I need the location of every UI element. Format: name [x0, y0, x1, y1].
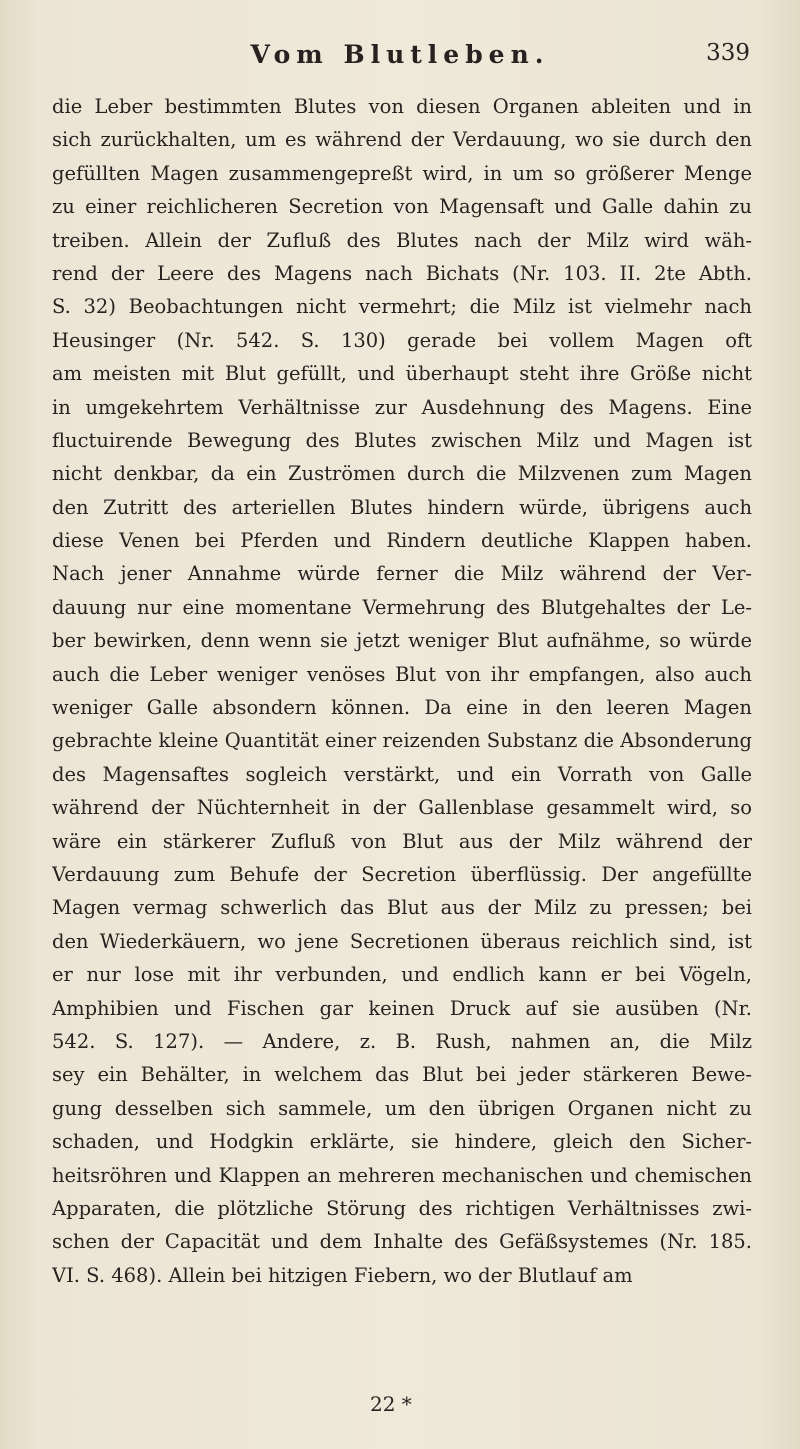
running-title: Vom Blutleben.: [250, 40, 550, 69]
text-line: in umgekehrtem Verhältnisse zur Ausdehnung des Magens. Eine: [52, 395, 752, 419]
text-line: Amphibien und Fischen gar keinen Druck auf sie ausüben (Nr.: [52, 996, 752, 1020]
text-line: ber bewirken, denn wenn sie jetzt weniger Blut aufnähme, so würde: [52, 629, 752, 653]
text-line: am meisten mit Blut gefüllt, und überhaupt steht ihre Größe nicht: [52, 362, 752, 386]
text-line: fluctuirende Bewegung des Blutes zwischen Milz und Magen ist: [52, 428, 752, 452]
signature-mark: 22 *: [370, 1392, 412, 1416]
text-line: gebrachte kleine Quantität einer reizenden Substanz die Absonderung: [52, 729, 752, 753]
text-line: 542. S. 127). — Andere, z. B. Rush, nahmen an, die Milz: [52, 1029, 752, 1053]
text-line: er nur lose mit ihr verbunden, und endlich kann er bei Vögeln,: [52, 963, 752, 987]
text-line: den Wiederkäuern, wo jene Secretionen überaus reichlich sind, ist: [52, 929, 752, 953]
text-line: Apparaten, die plötzliche Störung des richtigen Verhältnisses zwi-: [52, 1196, 752, 1220]
text-line: heitsröhren und Klappen an mehreren mechanischen und chemischen: [52, 1163, 752, 1187]
body-text: [52, 90, 752, 1292]
text-line: auch die Leber weniger venöses Blut von ihr empfangen, also auch: [52, 662, 752, 686]
text-line: Heusinger (Nr. 542. S. 130) gerade bei vollem Magen oft: [52, 328, 752, 352]
page-number: 339: [706, 40, 750, 66]
text-line: VI. S. 468). Allein bei hitzigen Fiebern, wo der Blutlauf am: [52, 1263, 633, 1287]
text-line: sich zurückhalten, um es während der Verdauung, wo sie durch den: [52, 128, 752, 152]
text-line: sey ein Behälter, in welchem das Blut bei jeder stärkeren Bewe-: [52, 1063, 752, 1087]
text-line: des Magensaftes sogleich verstärkt, und ein Vorrath von Galle: [52, 762, 752, 786]
text-line: zu einer reichlicheren Secretion von Magensaft und Galle dahin zu: [52, 195, 752, 219]
text-line: wäre ein stärkerer Zufluß von Blut aus der Milz während der: [52, 829, 752, 853]
text-line: schen der Capacität und dem Inhalte des Gefäßsystemes (Nr. 185.: [52, 1230, 752, 1254]
text-line: dauung nur eine momentane Vermehrung des Blutgehaltes der Le-: [52, 595, 752, 619]
text-line: diese Venen bei Pferden und Rindern deutliche Klappen haben.: [52, 529, 752, 553]
text-line: während der Nüchternheit in der Gallenblase gesammelt wird, so: [52, 796, 752, 820]
text-line: treiben. Allein der Zufluß des Blutes nach der Milz wird wäh-: [52, 228, 752, 252]
text-line: Verdauung zum Behufe der Secretion überflüssig. Der angefüllte: [52, 862, 752, 886]
text-line: Nach jener Annahme würde ferner die Milz während der Ver-: [52, 562, 752, 586]
text-line: schaden, und Hodgkin erklärte, sie hindere, gleich den Sicher-: [52, 1130, 752, 1154]
text-line: Magen vermag schwerlich das Blut aus der Milz zu pressen; bei: [52, 896, 752, 920]
text-line: die Leber bestimmten Blutes von diesen Organen ableiten und in: [52, 95, 752, 118]
text-line: gung desselben sich sammele, um den übrigen Organen nicht zu: [52, 1096, 752, 1120]
text-line: weniger Galle absondern können. Da eine in den leeren Magen: [52, 696, 752, 720]
text-line: rend der Leere des Magens nach Bichats (Nr. 103. II. 2te Abth.: [52, 261, 752, 285]
text-line: nicht denkbar, da ein Zuströmen durch die Milzvenen zum Magen: [52, 462, 752, 486]
text-line: gefüllten Magen zusammengepreßt wird, in um so größerer Menge: [52, 161, 752, 185]
text-line: S. 32) Beobachtungen nicht vermehrt; die Milz ist vielmehr nach: [52, 295, 752, 319]
page-header: [50, 40, 750, 72]
text-line: den Zutritt des arteriellen Blutes hindern würde, übrigens auch: [52, 495, 752, 519]
